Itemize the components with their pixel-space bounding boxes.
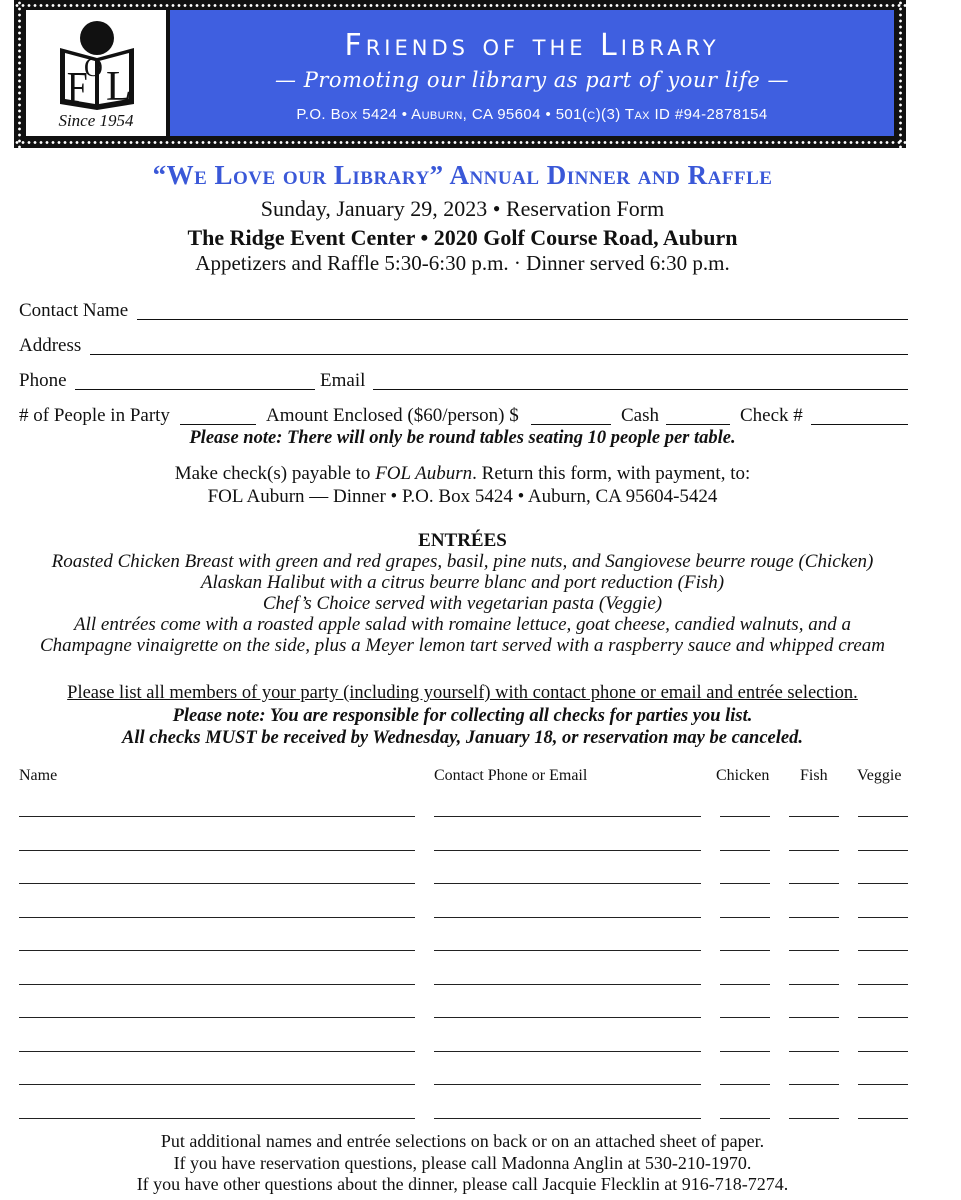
chicken-entry-line[interactable] — [720, 1051, 770, 1052]
fish-entry-line[interactable] — [789, 883, 839, 884]
contact-entry-line[interactable] — [434, 1084, 701, 1085]
veggie-entry-line[interactable] — [858, 1051, 908, 1052]
contact-entry-line[interactable] — [434, 883, 701, 884]
veggie-entry-line[interactable] — [858, 816, 908, 817]
contact-entry-line[interactable] — [434, 984, 701, 985]
event-title: “We Love our Library” Annual Dinner and Raffle — [152, 160, 773, 190]
party-note-2: All checks MUST be received by Wednesday, January 18, or reservation may be canceled. — [122, 728, 803, 748]
contact-name-label: Contact Name — [19, 300, 129, 321]
banner-border-bottom — [14, 139, 906, 146]
logo-letter-l: L — [106, 64, 132, 110]
footer-line-1: Put additional names and entrée selections on back or on an attached sheet of paper. — [160, 1131, 765, 1151]
fol-logo — [26, 10, 166, 136]
name-entry-line[interactable] — [19, 1051, 415, 1052]
banner-border-right — [897, 0, 904, 148]
name-entry-line[interactable] — [19, 850, 415, 851]
veggie-entry-line[interactable] — [858, 850, 908, 851]
cash-field[interactable] — [666, 424, 730, 425]
logo-letter-f: F — [66, 62, 88, 110]
chicken-entry-line[interactable] — [720, 1118, 770, 1119]
contact-entry-line[interactable] — [434, 917, 701, 918]
chicken-entry-line[interactable] — [720, 917, 770, 918]
people-field[interactable] — [180, 424, 256, 425]
tagline: — Promoting our library as part of your life — — [275, 68, 789, 92]
header-banner — [14, 0, 906, 148]
veggie-entry-line[interactable] — [858, 950, 908, 951]
payment-prefix: Make check(s) payable to — [174, 463, 376, 484]
contact-entry-line[interactable] — [434, 816, 701, 817]
fish-entry-line[interactable] — [789, 1084, 839, 1085]
entree-chicken: Roasted Chicken Breast with green and red grapes, basil, pine nuts, and Sangiovese beurre rouge (Chicken) — [51, 551, 874, 572]
name-entry-line[interactable] — [19, 917, 415, 918]
org-name: Friends of the Library — [344, 28, 720, 63]
chicken-entry-line[interactable] — [720, 1017, 770, 1018]
book-logo-icon — [56, 18, 138, 110]
column-header-chicken: Chicken — [716, 767, 770, 784]
phone-field[interactable] — [75, 389, 315, 390]
chicken-entry-line[interactable] — [720, 950, 770, 951]
name-entry-line[interactable] — [19, 1017, 415, 1018]
chicken-entry-line[interactable] — [720, 1084, 770, 1085]
phone-label: Phone — [19, 370, 67, 391]
chicken-entry-line[interactable] — [720, 816, 770, 817]
party-instruction-text: Please list all members of your party (including yourself) with contact phone or email and entrée selection. — [67, 683, 858, 703]
party-note-1: Please note: You are responsible for collecting all checks for parties you list. — [172, 706, 753, 726]
fish-entry-line[interactable] — [789, 850, 839, 851]
chicken-entry-line[interactable] — [720, 850, 770, 851]
entrees-heading: ENTRÉES — [418, 530, 507, 551]
veggie-entry-line[interactable] — [858, 984, 908, 985]
event-times: Appetizers and Raffle 5:30-6:30 p.m. · Dinner served 6:30 p.m. — [195, 251, 730, 275]
contact-entry-line[interactable] — [434, 1017, 701, 1018]
amount-field[interactable] — [531, 424, 611, 425]
footer-line-3: If you have other questions about the dinner, please call Jacquie Flecklin at 916-718-7274. — [136, 1174, 789, 1194]
entree-sides-line2: Champagne vinaigrette on the side, plus a Meyer lemon tart served with a raspberry sauce and whipped cream — [39, 635, 885, 656]
column-header-veggie: Veggie — [857, 767, 902, 784]
payee-name: FOL Auburn — [375, 463, 473, 484]
org-address: P.O. Box 5424 • Auburn, CA 95604 • 501(c)(3) Tax ID #94-2878154 — [296, 106, 768, 123]
contact-entry-line[interactable] — [434, 1051, 701, 1052]
amount-label: Amount Enclosed ($60/person) $ — [266, 405, 519, 426]
veggie-entry-line[interactable] — [858, 1084, 908, 1085]
fish-entry-line[interactable] — [789, 1118, 839, 1119]
event-venue: The Ridge Event Center • 2020 Golf Course Road, Auburn — [187, 225, 738, 250]
fish-entry-line[interactable] — [789, 950, 839, 951]
name-entry-line[interactable] — [19, 883, 415, 884]
contact-entry-line[interactable] — [434, 850, 701, 851]
tables-note: Please note: There will only be round tables seating 10 people per table. — [189, 428, 736, 448]
since-label: Since 1954 — [58, 111, 134, 130]
fish-entry-line[interactable] — [789, 1051, 839, 1052]
payment-instructions — [0, 463, 925, 485]
footer-line-2: If you have reservation questions, please call Madonna Anglin at 530-210-1970. — [173, 1153, 752, 1173]
contact-name-field[interactable] — [137, 319, 908, 320]
address-label: Address — [19, 335, 82, 356]
column-header-fish: Fish — [800, 767, 828, 784]
banner-border-top — [14, 2, 906, 9]
veggie-entry-line[interactable] — [858, 917, 908, 918]
people-label: # of People in Party — [19, 405, 170, 426]
name-entry-line[interactable] — [19, 1084, 415, 1085]
name-entry-line[interactable] — [19, 984, 415, 985]
payment-suffix: . Return this form, with payment, to: — [472, 463, 751, 484]
fish-entry-line[interactable] — [789, 984, 839, 985]
header-title-panel — [170, 10, 894, 136]
veggie-entry-line[interactable] — [858, 883, 908, 884]
fish-entry-line[interactable] — [789, 816, 839, 817]
fish-entry-line[interactable] — [789, 1017, 839, 1018]
veggie-entry-line[interactable] — [858, 1118, 908, 1119]
mailing-address: FOL Auburn — Dinner • P.O. Box 5424 • Auburn, CA 95604-5424 — [207, 486, 718, 507]
address-field[interactable] — [90, 354, 908, 355]
chicken-entry-line[interactable] — [720, 984, 770, 985]
entree-sides-line1: All entrées come with a roasted apple salad with romaine lettuce, goat cheese, candied walnuts, and a — [74, 614, 851, 635]
contact-entry-line[interactable] — [434, 1118, 701, 1119]
check-label: Check # — [740, 405, 803, 426]
fish-entry-line[interactable] — [789, 917, 839, 918]
event-date: Sunday, January 29, 2023 • Reservation Form — [260, 196, 665, 221]
veggie-entry-line[interactable] — [858, 1017, 908, 1018]
name-entry-line[interactable] — [19, 950, 415, 951]
contact-entry-line[interactable] — [434, 950, 701, 951]
party-instruction — [0, 683, 925, 704]
email-label: Email — [320, 370, 366, 391]
entree-veggie: Chef’s Choice served with vegetarian pasta (Veggie) — [262, 593, 663, 614]
chicken-entry-line[interactable] — [720, 883, 770, 884]
check-number-field[interactable] — [811, 424, 908, 425]
entree-fish: Alaskan Halibut with a citrus beurre blanc and port reduction (Fish) — [200, 572, 725, 593]
column-header-contact: Contact Phone or Email — [434, 767, 588, 784]
name-entry-line[interactable] — [19, 1118, 415, 1119]
cash-label: Cash — [621, 405, 659, 426]
banner-border-left — [16, 0, 23, 148]
email-field[interactable] — [373, 389, 908, 390]
column-header-name: Name — [19, 767, 58, 784]
name-entry-line[interactable] — [19, 816, 415, 817]
logo-letter-o: O — [84, 53, 103, 82]
